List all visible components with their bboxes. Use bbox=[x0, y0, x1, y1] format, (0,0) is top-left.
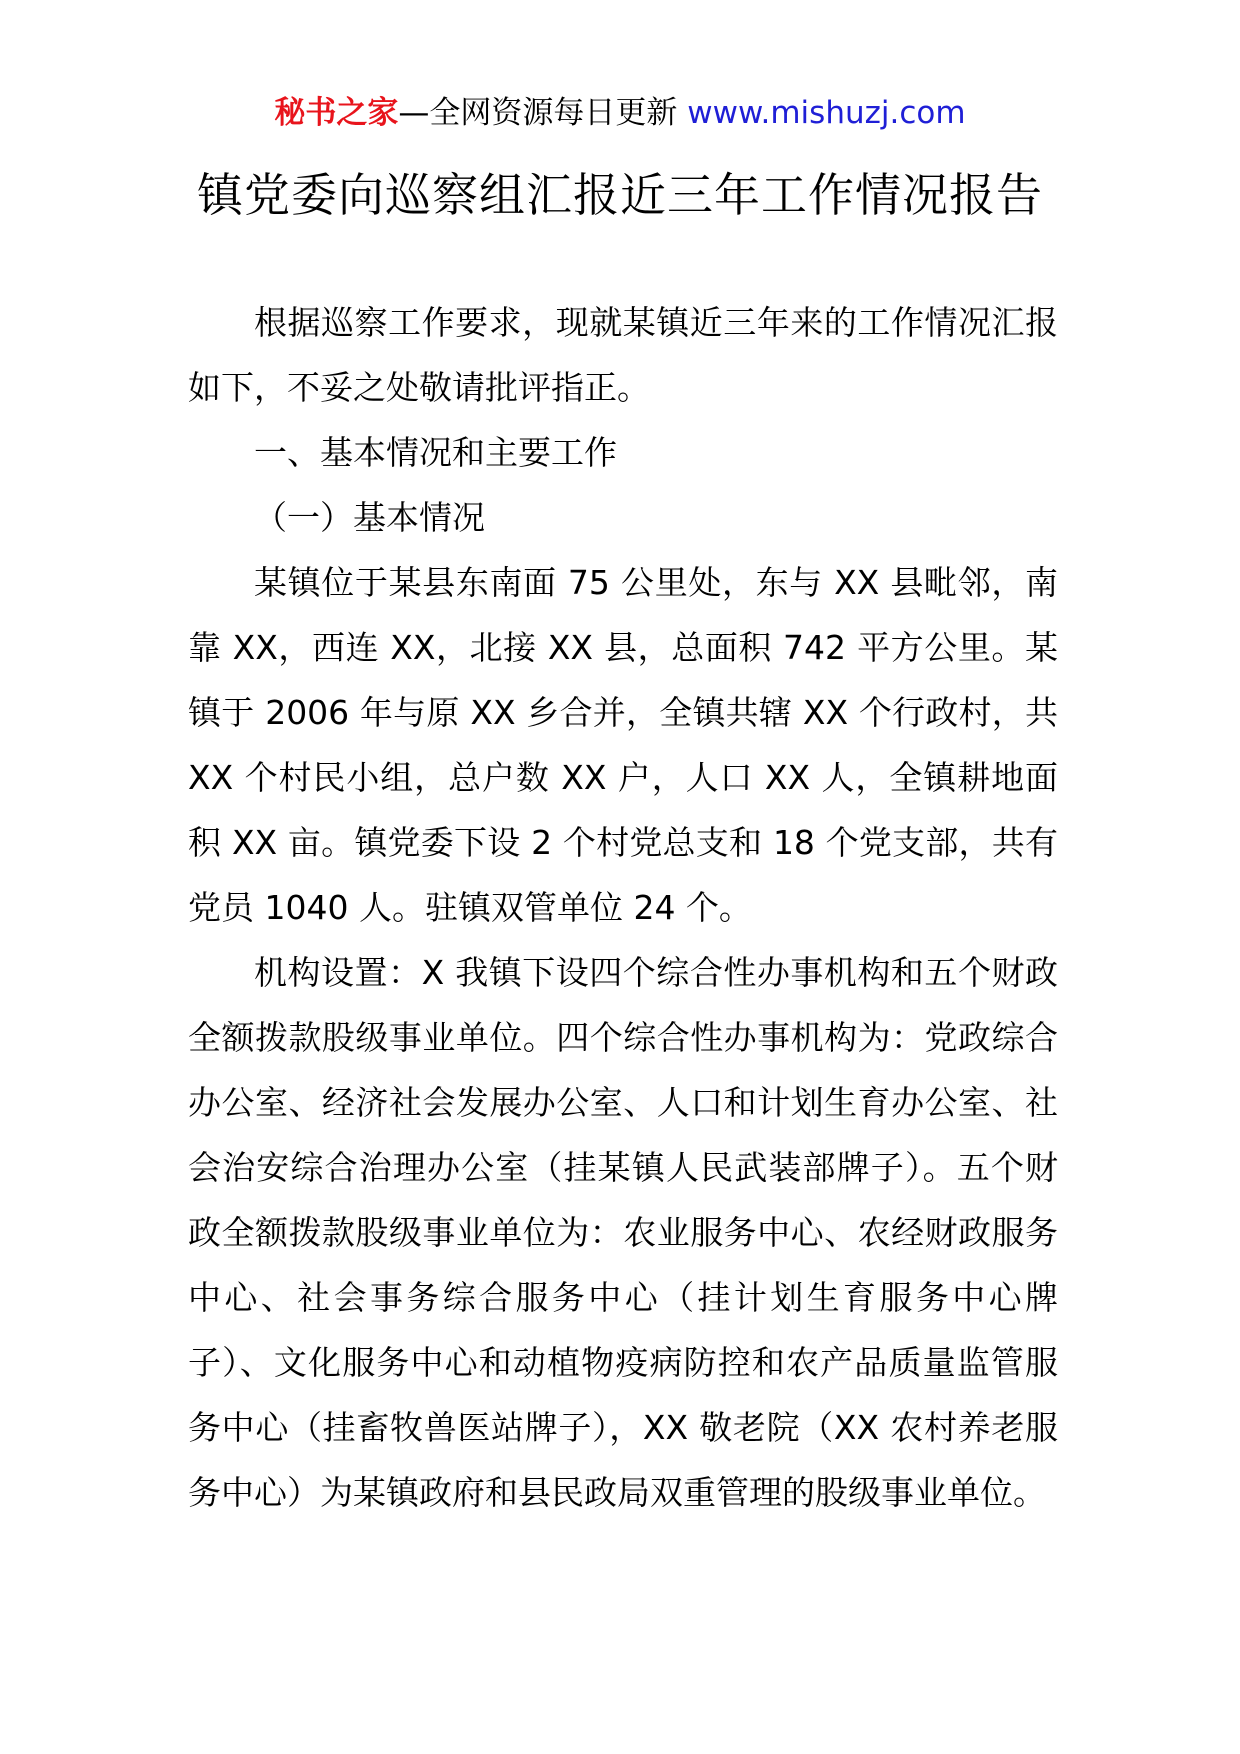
document-body bbox=[188, 290, 1058, 1525]
section-heading: 一、基本情况和主要工作 bbox=[254, 433, 617, 472]
brand-name: 秘书之家 bbox=[274, 95, 399, 131]
document-title: 镇党委向巡察组汇报近三年工作情况报告 bbox=[197, 168, 1043, 222]
site-url-link[interactable]: www.mishuzj.com bbox=[687, 95, 966, 131]
organization-paragraph: 机构设置：X 我镇下设四个综合性办事机构和五个财政全额拨款股级事业单位。四个综合性办事机构为：党政综合办公室、经济社会发展办公室、人口和计划生育办公室、社会治安综合治理办公室（挂某镇人民武装部牌子）。五个财政全额拨款股级事业单位为：农业服务中心、农经财政服务中心、社会事务综合服务中心（挂计划生育服务中心牌子）、文化服务中心和动植物疫病防控和农产品质量监管服务中心（挂畜牧兽医站牌子），XX 敬老院（XX 农村养老服务中心）为某镇政府和县民政局双重管理的股级事业单位。 bbox=[188, 953, 1058, 1512]
header-slogan: —全网资源每日更新 bbox=[398, 95, 688, 131]
intro-paragraph: 根据巡察工作要求，现就某镇近三年来的工作情况汇报如下，不妥之处敬请批评指正。 bbox=[188, 303, 1058, 407]
subsection-heading: （一）基本情况 bbox=[254, 498, 485, 537]
basic-info-paragraph: 某镇位于某县东南面 75 公里处，东与 XX 县毗邻，南靠 XX，西连 XX，北接 XX 县，总面积 742 平方公里。某镇于 2006 年与原 XX 乡合并，全镇共辖 XX 个行政村，共 XX 个村民小组，总户数 XX 户，人口 XX 人，全镇耕地面积 XX 亩。镇党委下设 2 个村党总支和 18 个党支部，共有党员 1040 人。驻镇双管单位 24 个。 bbox=[188, 563, 1058, 927]
site-header bbox=[0, 90, 1240, 136]
